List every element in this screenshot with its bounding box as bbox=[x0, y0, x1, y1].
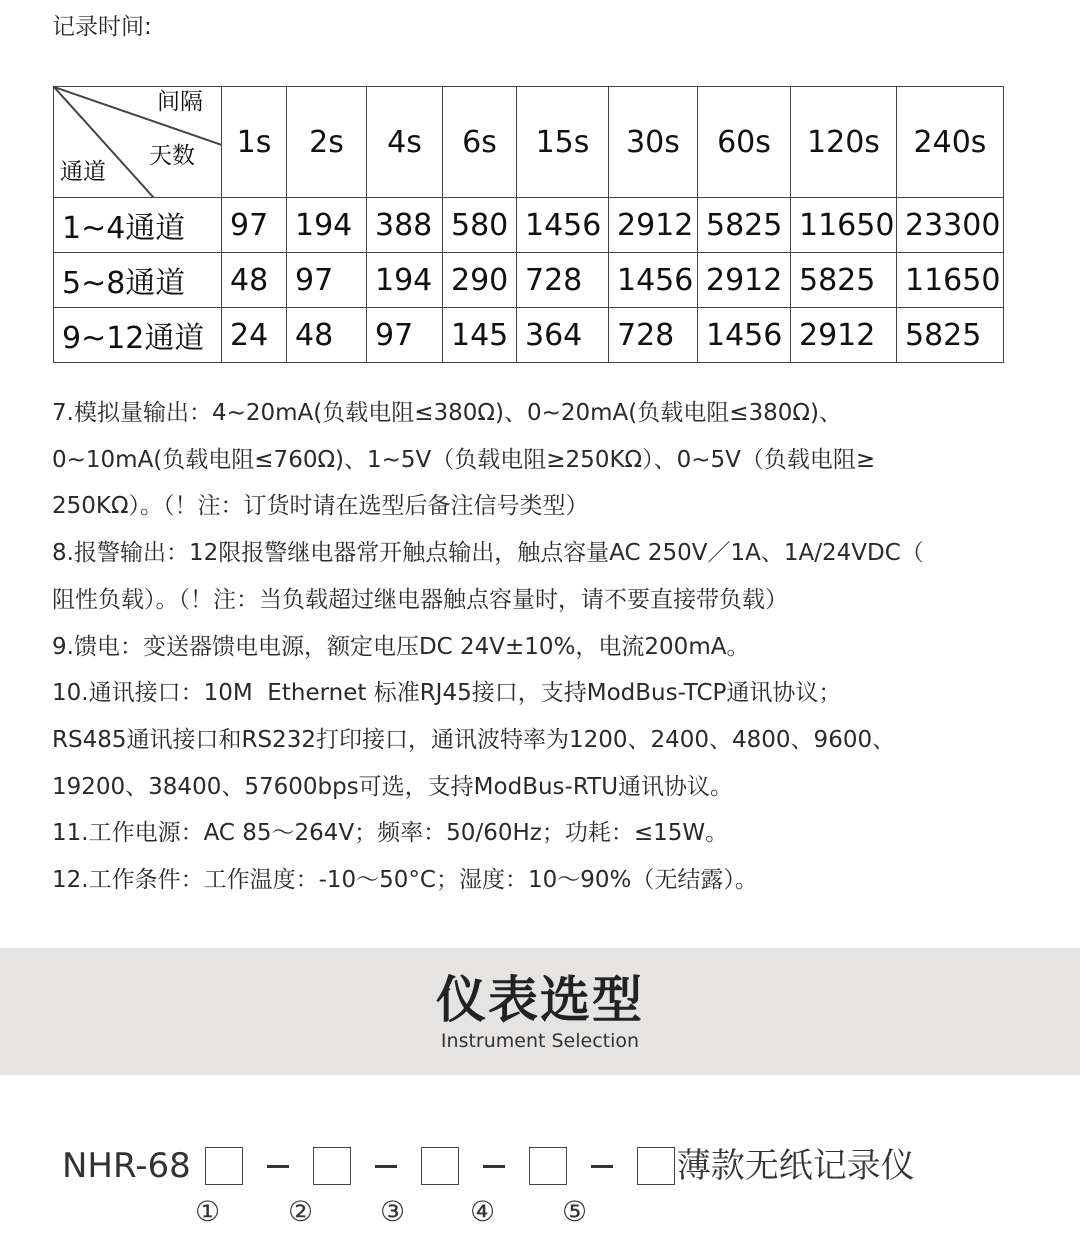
table-cell: 24 bbox=[222, 308, 287, 363]
table-cell: 364 bbox=[517, 308, 609, 363]
table-cell: 23300 bbox=[897, 198, 1004, 253]
table-cell: 290 bbox=[443, 253, 517, 308]
table-cell: 1456 bbox=[517, 198, 609, 253]
table-cell: 97 bbox=[222, 198, 287, 253]
header-cell: 4s bbox=[367, 87, 443, 198]
table-cell: 5825 bbox=[791, 253, 897, 308]
slot-box-2 bbox=[313, 1147, 351, 1185]
table-cell: 1456 bbox=[698, 308, 791, 363]
spec-list bbox=[52, 390, 924, 904]
spec-line: 8.报警输出：12限报警继电器常开触点输出，触点容量AC 250V／1A、1A/24VDC（ bbox=[52, 540, 924, 567]
spec-line: 19200、38400、57600bps可选，支持ModBus-RTU通讯协议。 bbox=[52, 773, 734, 800]
dash bbox=[483, 1165, 505, 1168]
table-cell: 194 bbox=[367, 253, 443, 308]
table-cell: 11650 bbox=[791, 198, 897, 253]
header-cell: 240s bbox=[897, 87, 1004, 198]
table-cell: 48 bbox=[287, 308, 367, 363]
corner-interval: 间隔 bbox=[157, 89, 203, 115]
spec-line: RS485通讯接口和RS232打印接口，通讯波特率为1200、2400、4800、9600、 bbox=[52, 726, 896, 753]
section-subtitle: Instrument Selection bbox=[440, 1030, 640, 1052]
dash bbox=[267, 1165, 289, 1168]
table-cell: 1456 bbox=[609, 253, 698, 308]
model-code bbox=[62, 1146, 915, 1186]
table-cell: 580 bbox=[443, 198, 517, 253]
table-row bbox=[54, 308, 1004, 363]
spec-line: 11.工作电源：AC 85～264V；频率：50/60Hz；功耗：≤15W。 bbox=[52, 820, 729, 847]
spec-line: 7.模拟量输出：4~20mA(负载电阻≤380Ω)、0~20mA(负载电阻≤380Ω)、 bbox=[52, 400, 842, 426]
record-time-label: 记录时间: bbox=[52, 14, 152, 40]
table-cell: 5825 bbox=[897, 308, 1004, 363]
row-label: 9~12通道 bbox=[54, 308, 222, 363]
spec-line: 12.工作条件：工作温度：-10～50°C；湿度：10～90%（无结露）。 bbox=[52, 867, 758, 894]
table-cell: 2912 bbox=[609, 198, 698, 253]
section-title: 仪表选型 bbox=[436, 971, 644, 1029]
header-cell: 6s bbox=[443, 87, 517, 198]
spec-line: 250KΩ）。（！注：订货时请在选型后备注信号类型） bbox=[52, 493, 589, 520]
header-cell: 120s bbox=[791, 87, 897, 198]
dash bbox=[591, 1165, 613, 1168]
header-cell: 15s bbox=[517, 87, 609, 198]
header-cell: 1s bbox=[222, 87, 287, 198]
corner-days: 天数 bbox=[149, 143, 195, 169]
table-cell: 97 bbox=[367, 308, 443, 363]
table-cell: 48 bbox=[222, 253, 287, 308]
table-row bbox=[54, 198, 1004, 253]
slot-box-5 bbox=[637, 1147, 675, 1185]
slot-number: ② bbox=[288, 1195, 314, 1228]
corner-header-cell bbox=[54, 87, 222, 198]
slot-box-4 bbox=[529, 1147, 567, 1185]
slot-number: ① bbox=[195, 1195, 221, 1228]
slot-box-3 bbox=[421, 1147, 459, 1185]
header-cell: 2s bbox=[287, 87, 367, 198]
table-cell: 728 bbox=[609, 308, 698, 363]
slot-number: ④ bbox=[470, 1195, 496, 1228]
dash bbox=[375, 1165, 397, 1168]
record-time-table bbox=[53, 86, 1004, 363]
header-cell: 60s bbox=[698, 87, 791, 198]
slot-number: ③ bbox=[380, 1195, 406, 1228]
spec-line: 9.馈电：变送器馈电电源，额定电压DC 24V±10%，电流200mA。 bbox=[52, 633, 750, 660]
table-cell: 5825 bbox=[698, 198, 791, 253]
table-cell: 2912 bbox=[698, 253, 791, 308]
table-row bbox=[54, 253, 1004, 308]
slot-number: ⑤ bbox=[562, 1195, 588, 1228]
table-cell: 2912 bbox=[791, 308, 897, 363]
model-prefix: NHR-68 bbox=[62, 1146, 191, 1186]
header-cell: 30s bbox=[609, 87, 698, 198]
table-cell: 97 bbox=[287, 253, 367, 308]
table-cell: 728 bbox=[517, 253, 609, 308]
corner-channel: 通道 bbox=[60, 159, 106, 185]
model-suffix: 薄款无纸记录仪 bbox=[676, 1146, 915, 1186]
spec-line: 阻性负载）。（！注：当负载超过继电器触点容量时，请不要直接带负载） bbox=[52, 586, 788, 613]
spec-line: 10.通讯接口：10M Ethernet 标准RJ45接口，支持ModBus-TCP通讯协议； bbox=[52, 680, 842, 707]
slot-box-1 bbox=[205, 1147, 243, 1185]
spec-line: 0~10mA(负载电阻≤760Ω)、1~5V（负载电阻≥250KΩ）、0~5V（负载电阻≥ bbox=[52, 446, 876, 473]
table-cell: 145 bbox=[443, 308, 517, 363]
row-label: 5~8通道 bbox=[54, 253, 222, 308]
table-cell: 388 bbox=[367, 198, 443, 253]
row-label: 1~4通道 bbox=[54, 198, 222, 253]
table-cell: 194 bbox=[287, 198, 367, 253]
table-cell: 11650 bbox=[897, 253, 1004, 308]
